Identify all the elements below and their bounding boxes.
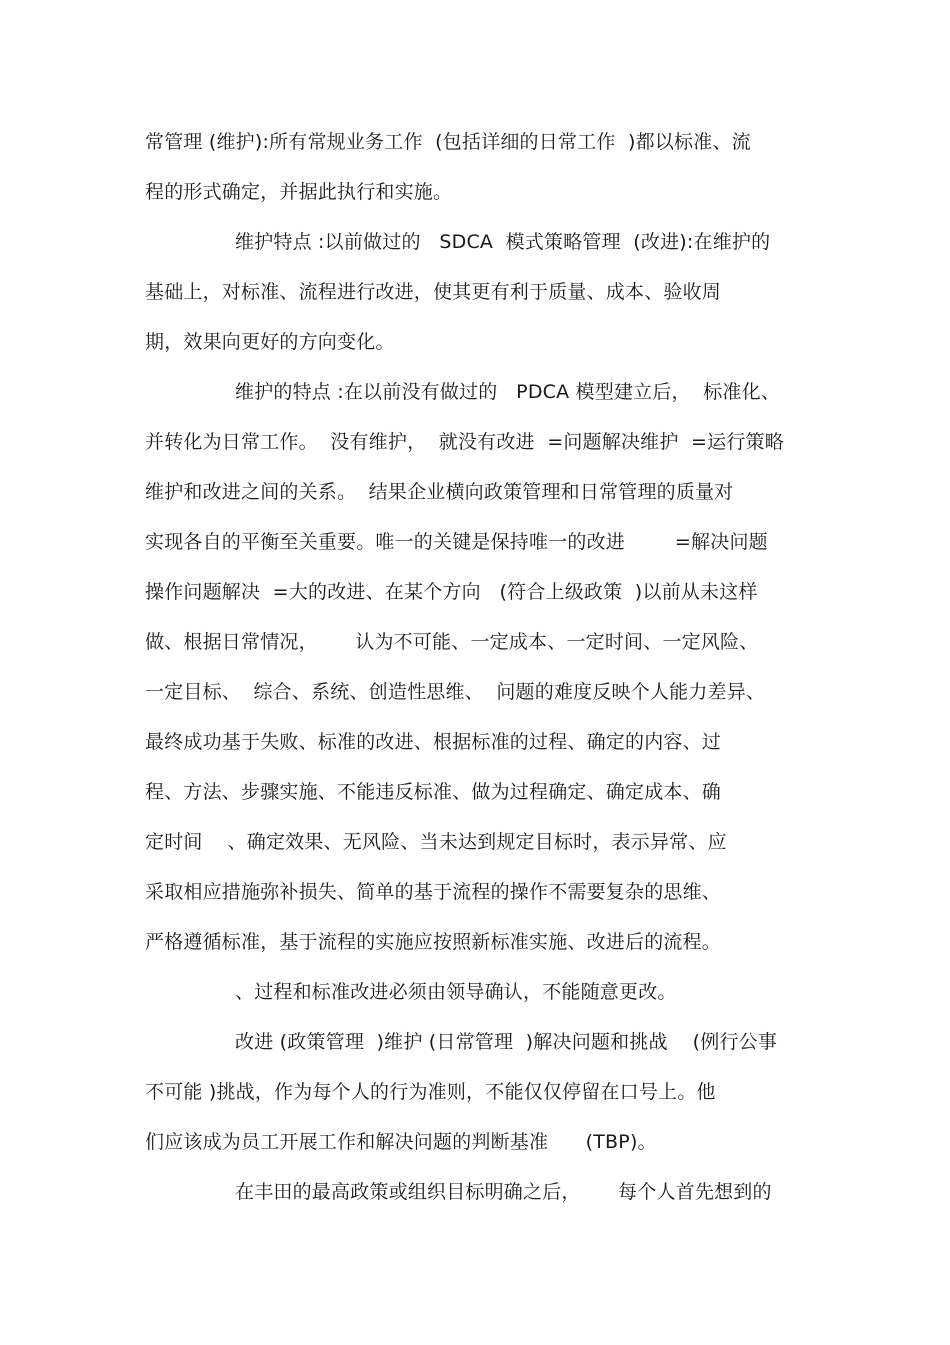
text-line: 维护特点 :以前做过的 SDCA 模式策略管理 (改进):在维护的	[235, 231, 771, 253]
text-line: 最终成功基于失败、标准的改进、根据标准的过程、确定的内容、过	[145, 731, 722, 753]
text-line: 定时间 、确定效果、无风险、当未达到规定目标时，表示异常、应	[145, 831, 727, 853]
text-line: 、过程和标准改进必须由领导确认，不能随意更改。	[235, 981, 677, 1003]
text-line: 并转化为日常工作。 没有维护， 就没有改进 =问题解决维护 =运行策略	[145, 431, 784, 453]
text-line: 在丰田的最高政策或组织目标明确之后， 每个人首先想到的	[235, 1181, 772, 1203]
text-line: 做、根据日常情况， 认为不可能、一定成本、一定时间、一定风险、	[145, 631, 759, 653]
text-line: 基础上，对标准、流程进行改进，使其更有利于质量、成本、验收周	[145, 281, 722, 303]
text-line: 们应该成为员工开展工作和解决问题的判断基准 (TBP)。	[145, 1131, 657, 1153]
text-line: 程、方法、步骤实施、不能违反标准、做为过程确定、确定成本、确	[145, 781, 722, 803]
text-line: 常管理 (维护):所有常规业务工作 (包括详细的日常工作 )都以标准、流	[145, 131, 751, 153]
text-line: 程的形式确定，并据此执行和实施。	[145, 181, 453, 203]
text-line: 实现各自的平衡至关重要。唯一的关键是保持唯一的改进 =解决问题	[145, 531, 768, 553]
text-line: 维护的特点 :在以前没有做过的 PDCA 模型建立后， 标准化、	[235, 381, 781, 403]
text-line: 操作问题解决 =大的改进、在某个方向 (符合上级政策 )以前从未这样	[145, 581, 758, 603]
text-line: 一定目标、 综合、系统、创造性思维、 问题的难度反映个人能力差异、	[145, 681, 766, 703]
text-line: 维护和改进之间的关系。 结果企业横向政策管理和日常管理的质量对	[145, 481, 734, 503]
text-line: 采取相应措施弥补损失、简单的基于流程的操作不需要复杂的思维、	[145, 881, 722, 903]
text-line: 严格遵循标准，基于流程的实施应按照新标准实施、改进后的流程。	[145, 931, 722, 953]
text-line: 不可能 )挑战，作为每个人的行为准则，不能仅仅停留在口号上。他	[145, 1081, 716, 1103]
text-line: 改进 (政策管理 )维护 (日常管理 )解决问题和挑战 (例行公事	[235, 1031, 778, 1053]
text-line: 期，效果向更好的方向变化。	[145, 331, 395, 353]
